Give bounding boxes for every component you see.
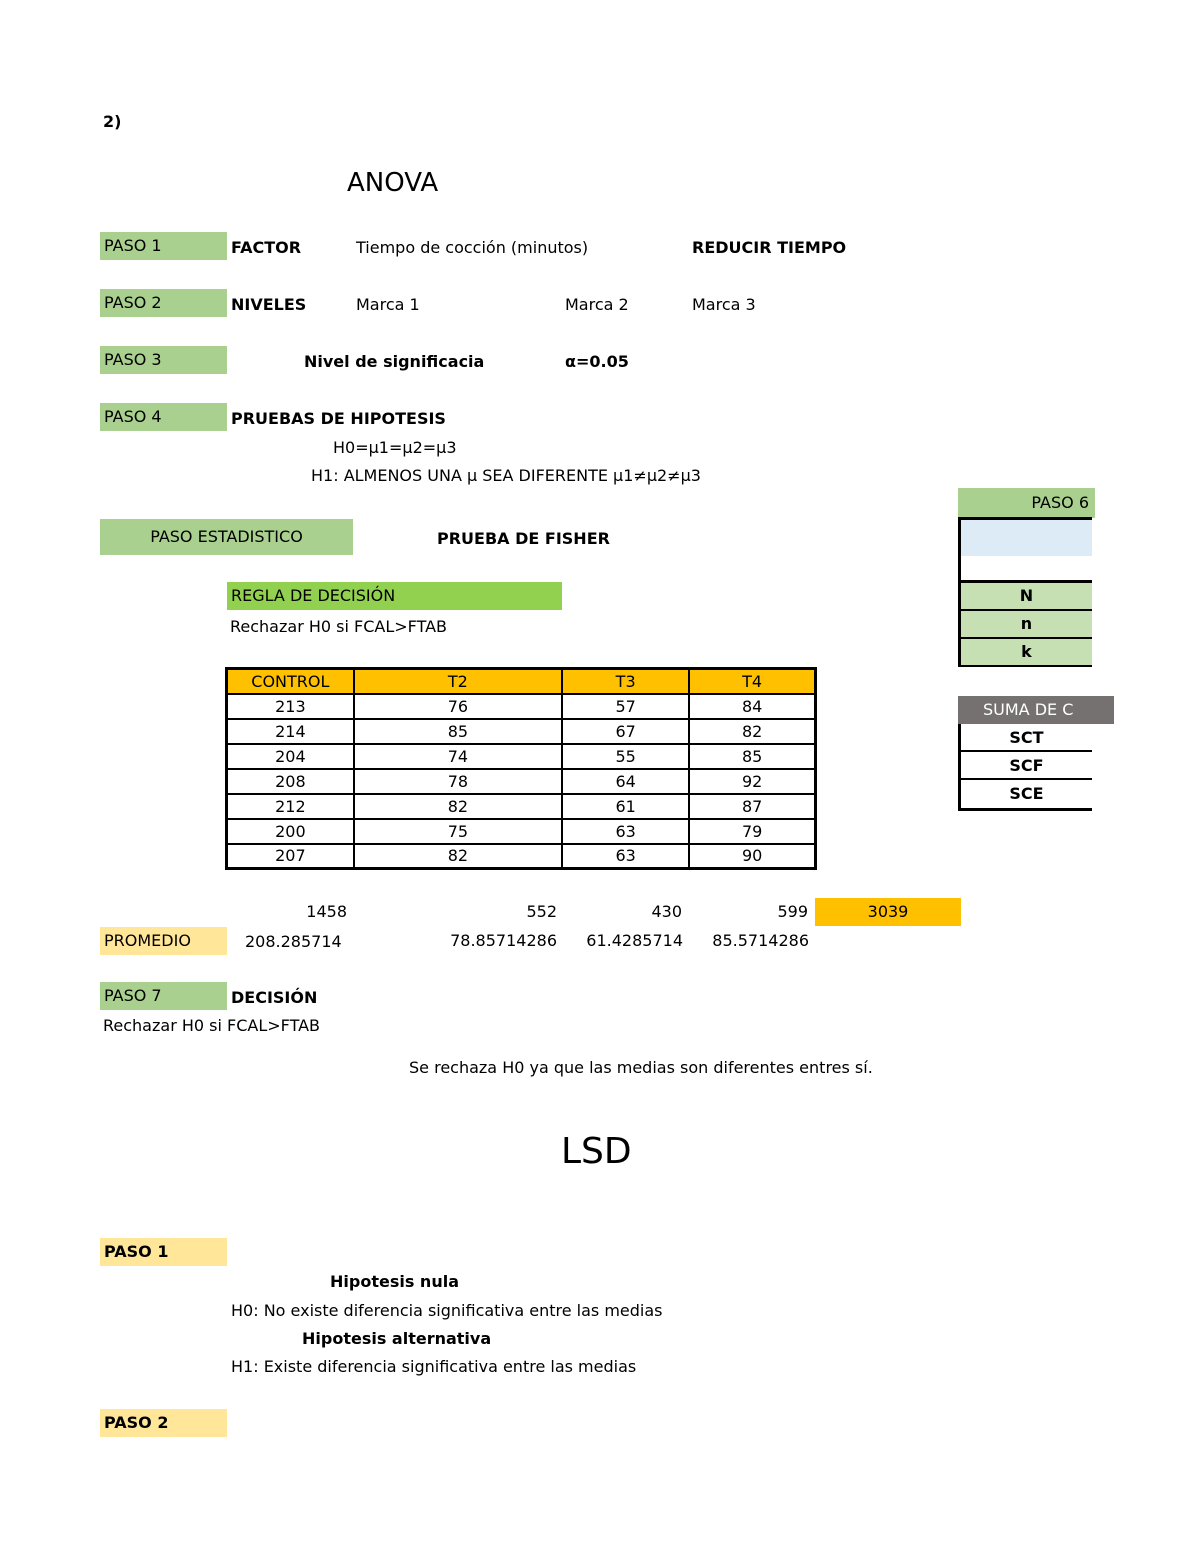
alt-hypothesis-title: Hipotesis alternativa — [302, 1329, 492, 1348]
factor-value: Tiempo de cocción (minutos) — [356, 238, 589, 257]
factor-label: FACTOR — [231, 238, 302, 257]
col-header-control: CONTROL — [227, 669, 354, 694]
paso3-label: PASO 3 — [100, 346, 227, 374]
paso6-vars — [958, 583, 1092, 667]
var-k: k — [961, 639, 1092, 667]
col-header-t4: T4 — [689, 669, 815, 694]
decision-rule: Rechazar H0 si FCAL>FTAB — [103, 1016, 321, 1035]
table-row — [227, 819, 816, 844]
h1-statement: H1: ALMENOS UNA μ SEA DIFERENTE μ1≠μ2≠μ3 — [311, 466, 701, 485]
paso2-label: PASO 2 — [100, 289, 227, 317]
table-cell: 213 — [227, 694, 354, 719]
table-cell: 87 — [689, 794, 815, 819]
goal-label: REDUCIR TIEMPO — [692, 238, 847, 257]
null-hypothesis-title: Hipotesis nula — [330, 1272, 459, 1291]
paso6-empty-cell — [961, 556, 1092, 583]
table-cell: 75 — [354, 819, 562, 844]
promedio-t2: 78.85714286 — [450, 931, 557, 950]
table-cell: 63 — [562, 844, 689, 869]
col-header-t2: T2 — [354, 669, 562, 694]
conclusion-text: Se rechaza H0 ya que las medias son diferentes entres sí. — [409, 1058, 873, 1077]
table-cell: 74 — [354, 744, 562, 769]
var-n: n — [961, 611, 1092, 639]
table-cell: 85 — [354, 719, 562, 744]
table-cell: 82 — [354, 794, 562, 819]
table-row — [227, 719, 816, 744]
paso4-label: PASO 4 — [100, 403, 227, 431]
level-1: Marca 1 — [356, 295, 420, 314]
lsd-paso2-label: PASO 2 — [100, 1409, 227, 1437]
decision-label: DECISIÓN — [231, 988, 318, 1007]
table-cell: 78 — [354, 769, 562, 794]
level-3: Marca 3 — [692, 295, 756, 314]
table-cell: 204 — [227, 744, 354, 769]
total-control: 1458 — [306, 902, 347, 921]
col-header-t3: T3 — [562, 669, 689, 694]
paso7-label: PASO 7 — [100, 982, 227, 1010]
alpha-value: α=0.05 — [565, 352, 629, 371]
table-cell: 90 — [689, 844, 815, 869]
table-cell: 208 — [227, 769, 354, 794]
sum-scf: SCF — [961, 752, 1092, 780]
suma-list — [958, 724, 1092, 811]
table-cell: 61 — [562, 794, 689, 819]
sum-sce: SCE — [1009, 784, 1044, 803]
lsd-title: LSD — [561, 1131, 632, 1172]
promedio-t4: 85.5714286 — [712, 931, 809, 950]
null-hypothesis-text: H0: No existe diferencia significativa entre las medias — [231, 1301, 663, 1320]
table-cell: 207 — [227, 844, 354, 869]
table-row — [227, 744, 816, 769]
page-title: ANOVA — [347, 168, 439, 198]
h0-statement: H0=μ1=μ2=μ3 — [333, 438, 457, 457]
level-2: Marca 2 — [565, 295, 629, 314]
hypothesis-tests-label: PRUEBAS DE HIPOTESIS — [231, 409, 446, 428]
decision-rule-header: REGLA DE DECISIÓN — [227, 582, 562, 610]
promedio-t3: 61.4285714 — [586, 931, 683, 950]
total-t4: 599 — [777, 902, 808, 921]
table-cell: 84 — [689, 694, 815, 719]
table-cell: 92 — [689, 769, 815, 794]
lsd-paso1-label: PASO 1 — [100, 1238, 227, 1266]
paso6-label — [958, 488, 1095, 518]
table-cell: 57 — [562, 694, 689, 719]
table-cell: 55 — [562, 744, 689, 769]
table-cell: 82 — [354, 844, 562, 869]
paso1-label: PASO 1 — [100, 232, 227, 260]
table-cell: 200 — [227, 819, 354, 844]
table-cell: 67 — [562, 719, 689, 744]
data-table — [225, 667, 817, 870]
niveles-label: NIVELES — [231, 295, 307, 314]
promedio-label: PROMEDIO — [100, 927, 227, 955]
table-cell: 76 — [354, 694, 562, 719]
total-t2: 552 — [526, 902, 557, 921]
decision-rule-text: Rechazar H0 si FCAL>FTAB — [230, 617, 448, 636]
significance-label: Nivel de significacia — [304, 352, 485, 371]
suma-header: SUMA DE C — [958, 696, 1114, 724]
table-row — [227, 769, 816, 794]
total-t3: 430 — [651, 902, 682, 921]
sum-sct: SCT — [961, 724, 1092, 752]
table-cell: 64 — [562, 769, 689, 794]
table-cell: 212 — [227, 794, 354, 819]
alt-hypothesis-text: H1: Existe diferencia significativa entre las medias — [231, 1357, 637, 1376]
table-row — [227, 844, 816, 869]
table-cell: 214 — [227, 719, 354, 744]
promedio-control: 208.285714 — [245, 932, 342, 951]
table-cell: 63 — [562, 819, 689, 844]
table-row — [227, 794, 816, 819]
paso6-label-text: PASO 6 — [1031, 493, 1089, 512]
table-cell: 85 — [689, 744, 815, 769]
table-cell: 79 — [689, 819, 815, 844]
grand-total: 3039 — [815, 898, 961, 926]
table-row — [227, 694, 816, 719]
fisher-test-label: PRUEBA DE FISHER — [437, 529, 610, 548]
paso-estadistico-label: PASO ESTADISTICO — [100, 519, 353, 555]
var-N: N — [961, 583, 1092, 611]
paso6-blue-cell — [961, 520, 1092, 556]
table-cell: 82 — [689, 719, 815, 744]
problem-number: 2) — [103, 112, 122, 131]
